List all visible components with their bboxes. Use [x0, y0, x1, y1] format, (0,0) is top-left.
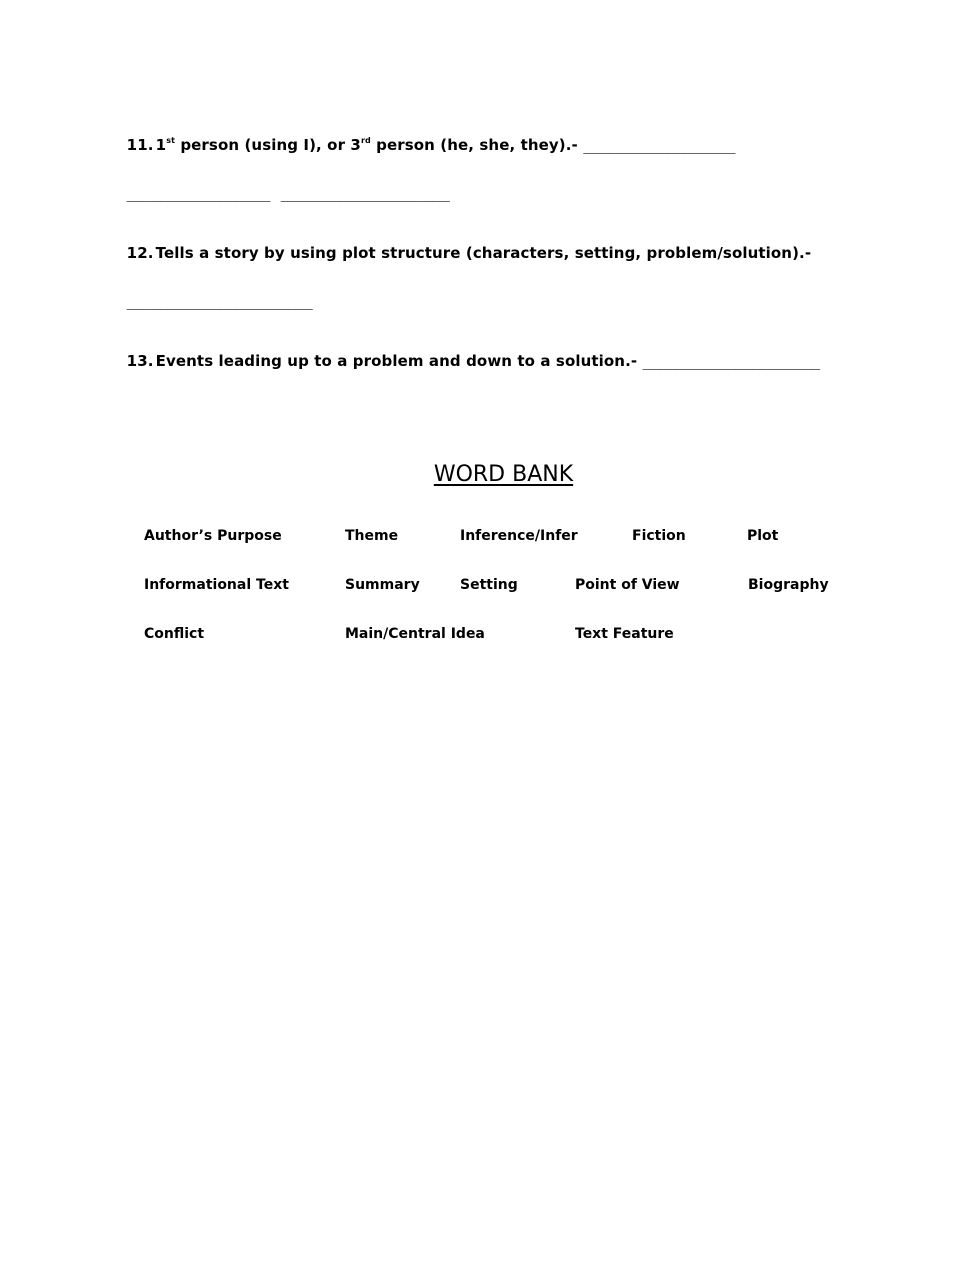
word-bank-item: Plot — [747, 528, 779, 544]
word-bank-item: Conflict — [144, 626, 205, 642]
question-text: Tells a story by using plot structure (characters, setting, problem/solution).- — [155, 244, 812, 262]
question-12-blanks-row — [116, 274, 312, 310]
word-bank-item: Inference/Infer — [460, 528, 578, 544]
question-number: 13. — [126, 352, 154, 370]
superscript: rd — [360, 136, 371, 145]
word-bank-item: Fiction — [632, 528, 686, 544]
question-11 — [116, 118, 735, 154]
question-11-blanks-row — [116, 166, 449, 202]
answer-blank[interactable]: __________________ — [583, 136, 735, 154]
answer-blank[interactable]: ____________________ — [280, 184, 450, 202]
word-bank-item: Main/Central Idea — [345, 626, 485, 642]
word-bank-item: Summary — [345, 577, 420, 593]
answer-blank[interactable]: _________________ — [126, 184, 270, 202]
answer-blank[interactable]: ______________________ — [126, 292, 313, 310]
word-bank-item: Text Feature — [575, 626, 674, 642]
answer-blank[interactable]: _____________________ — [642, 352, 820, 370]
word-bank-item: Informational Text — [144, 577, 289, 593]
word-bank-item: Point of View — [575, 577, 680, 593]
word-bank-title: WORD BANK — [433, 462, 574, 487]
question-text-part: 1 — [155, 136, 167, 154]
word-bank-item: Biography — [748, 577, 829, 593]
superscript: st — [166, 136, 175, 145]
question-12 — [116, 226, 811, 262]
question-text-part: person (using I), or 3 — [175, 136, 361, 154]
word-bank-item: Author’s Purpose — [144, 528, 282, 544]
question-text: Events leading up to a problem and down to a solution.- — [155, 352, 643, 370]
question-number: 12. — [126, 244, 154, 262]
question-text-part: person (he, she, they).- — [370, 136, 584, 154]
question-number: 11. — [126, 136, 154, 154]
question-13 — [116, 334, 820, 370]
word-bank-item: Setting — [460, 577, 518, 593]
word-bank-item: Theme — [345, 528, 399, 544]
